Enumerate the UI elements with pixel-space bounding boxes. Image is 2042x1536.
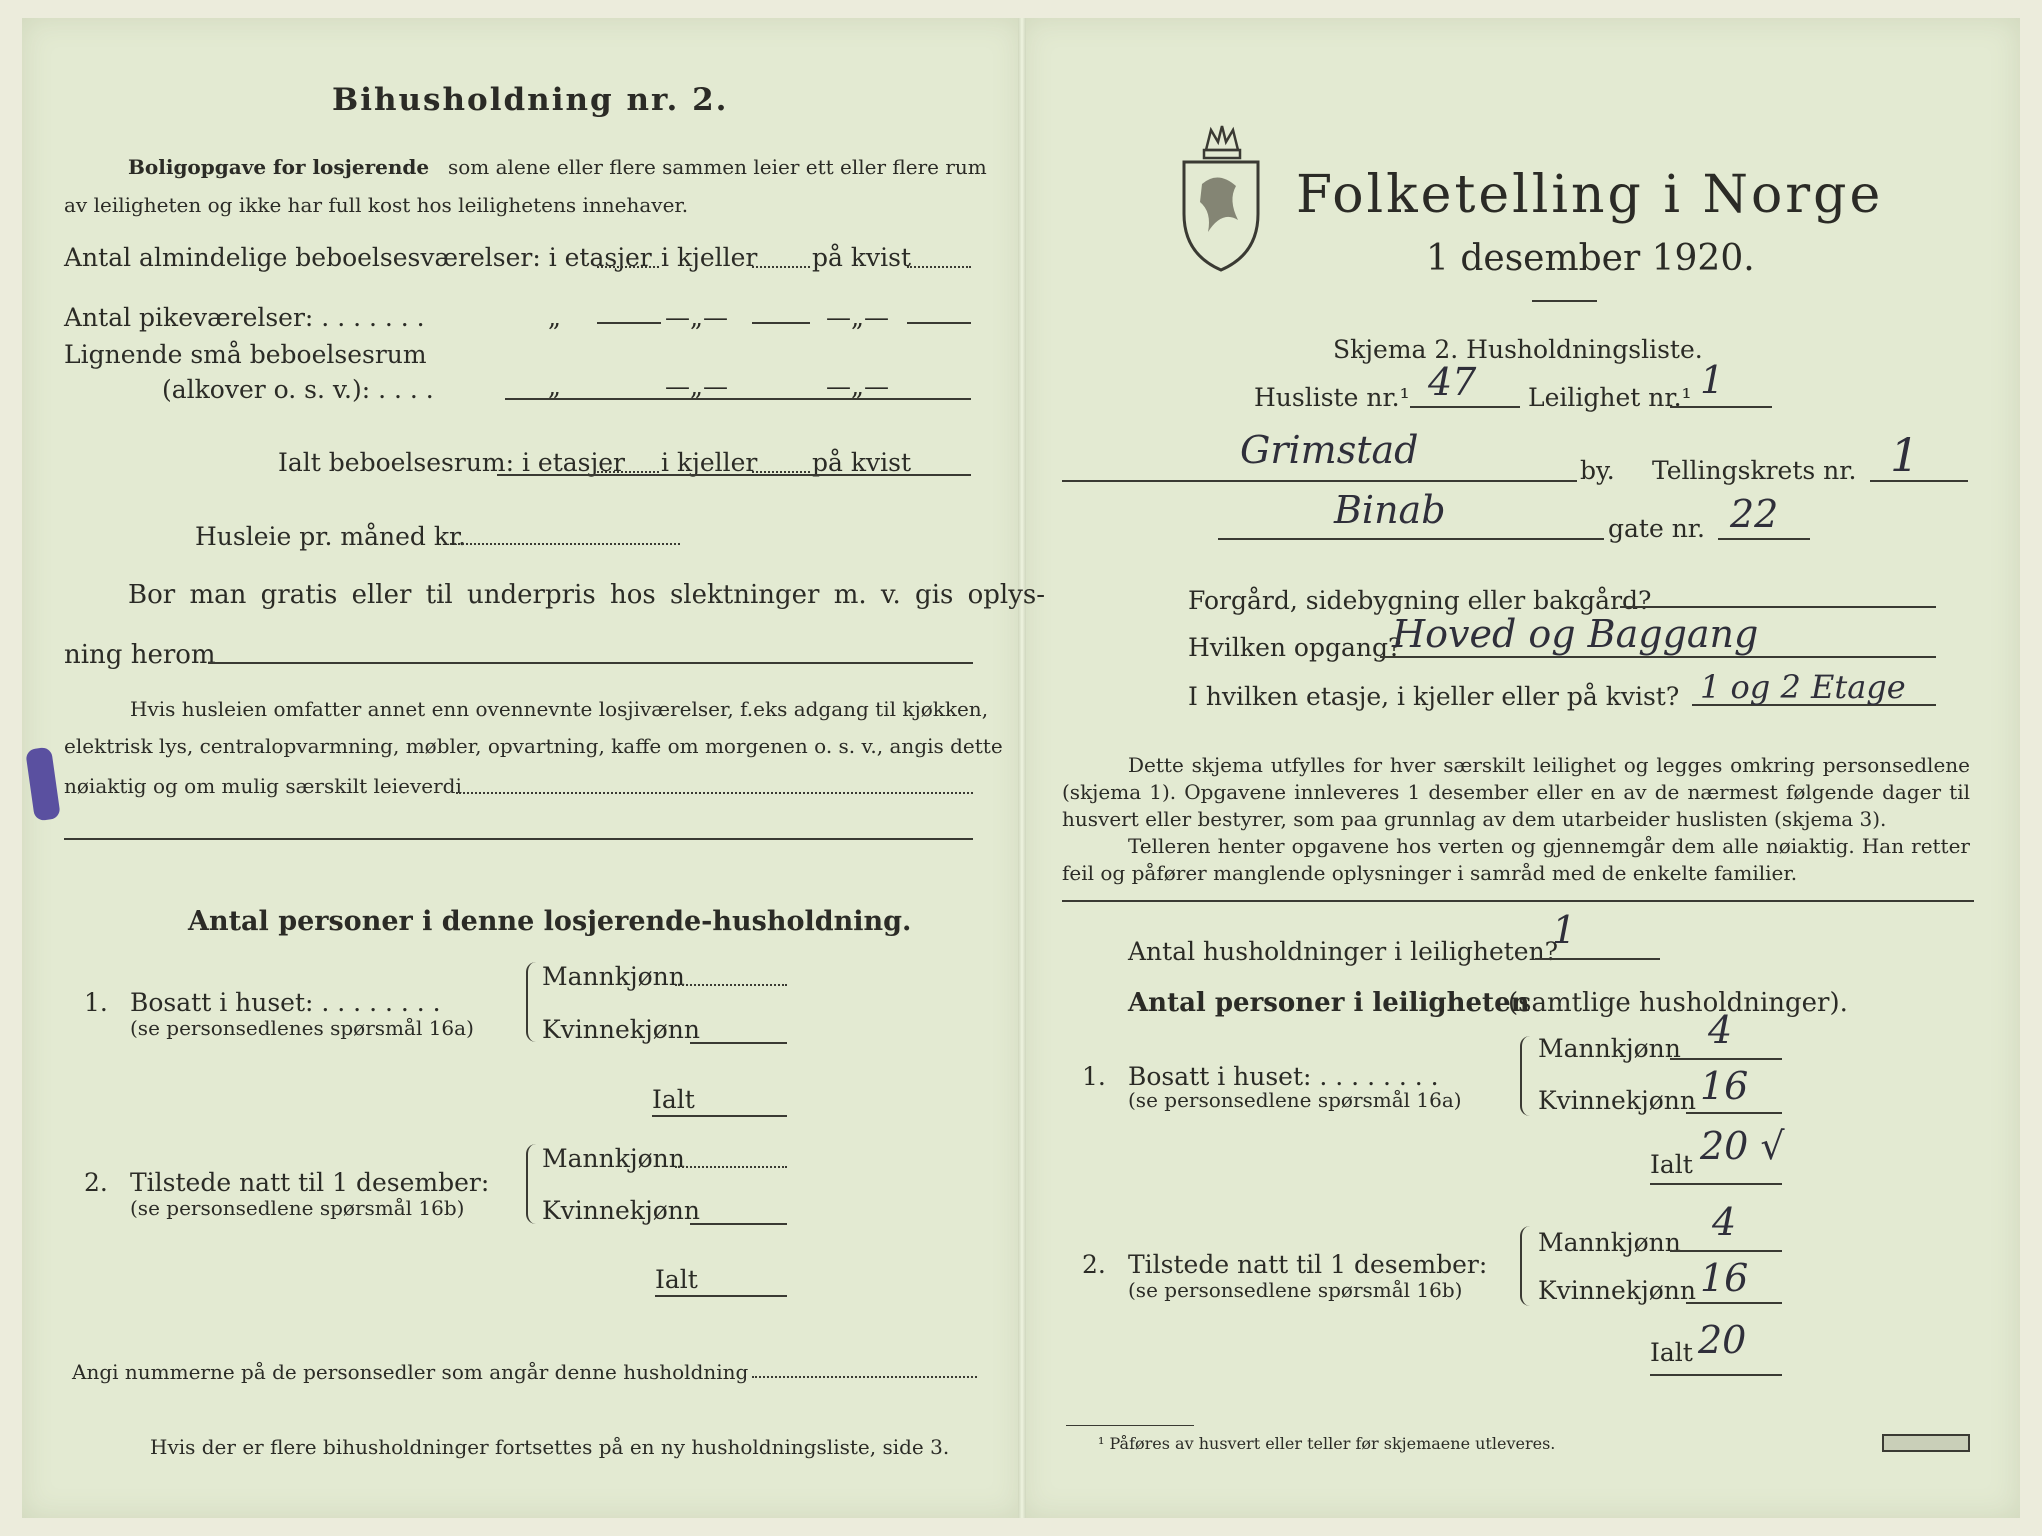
left-q1-num: 1. — [84, 988, 108, 1017]
footnote-rule — [1066, 1425, 1194, 1426]
page-fold — [1018, 18, 1026, 1518]
pike-ditto-2: —„— — [665, 303, 728, 332]
etasje-label: I hvilken etasje, i kjeller eller på kvist? — [1188, 682, 1680, 711]
right-q2-mann-value: 4 — [1712, 1200, 1737, 1244]
husliste-field[interactable] — [1410, 406, 1520, 408]
right-q1-mann-value: 4 — [1708, 1008, 1733, 1052]
ialt-underline — [497, 474, 971, 476]
leieverdi-field-2[interactable] — [64, 838, 973, 840]
forgard-label: Forgård, sidebygning eller bakgård? — [1188, 586, 1652, 615]
title-divider — [1532, 300, 1597, 302]
hush-label: Antal husholdninger i leiligheten? — [1128, 937, 1559, 966]
left-q2-kvinne-field[interactable] — [690, 1223, 787, 1225]
right-q2-label: Tilstede natt til 1 desember: — [1128, 1250, 1488, 1279]
right-q1-brace — [1520, 1036, 1534, 1116]
right-q1-ialt-field[interactable] — [1650, 1183, 1782, 1185]
right-q1-mann-field[interactable] — [1670, 1058, 1782, 1060]
left-q1-kvinne-field[interactable] — [690, 1042, 787, 1044]
right-q1-kvinne-value: 16 — [1700, 1064, 1749, 1108]
left-q1-kvinne-label: Kvinnekjønn — [542, 1015, 700, 1044]
left-q2-label: Tilstede natt til 1 desember: — [130, 1168, 490, 1197]
left-q1-label: Bosatt i huset: . . . . . . . . — [130, 988, 441, 1017]
rooms-kvist-label: på kvist — [812, 243, 911, 272]
persons-title-rest: (samtlige husholdninger). — [1508, 988, 1848, 1018]
right-q2-ialt-label: Ialt — [1650, 1338, 1693, 1367]
husleie-text-2: elektrisk lys, centralopvarmning, møbler, opvartning, kaffe om morgenen o. s. v., angis dette — [64, 734, 1003, 758]
instruction-1: Dette skjema utfylles for hver særskilt leilighet og legges omkring personsedlene (skjema 1). Opgavene innleveres 1 desember eller en av de nærmest følgende dager til husvert eller bestyrer, som paa grunnlag av dem utarbeider huslisten (skjema 3). — [1062, 753, 1970, 831]
husliste-value: 47 — [1428, 360, 1477, 404]
small-rooms-label-1: Lignende små beboelsesrum — [64, 340, 427, 369]
left-q2-brace — [526, 1144, 540, 1224]
right-q2-brace — [1520, 1226, 1534, 1306]
ialt-kvist-label: på kvist — [812, 448, 911, 477]
husliste-label: Husliste nr.¹ — [1254, 383, 1410, 412]
opgang-field[interactable] — [1380, 656, 1936, 658]
intro-line2: av leiligheten og ikke har full kost hos leilighetens innehaver. — [64, 193, 689, 217]
gate-label: gate nr. — [1608, 514, 1705, 543]
left-footer: Hvis der er flere bihusholdninger fortsettes på en ny husholdningsliste, side 3. — [150, 1435, 950, 1459]
right-q1-ialt-value: 20 √ — [1700, 1124, 1785, 1168]
leilighet-value: 1 — [1700, 358, 1725, 402]
hush-value: 1 — [1552, 908, 1577, 952]
instruction-2: Telleren henter opgavene hos verten og gjennemgår dem alle nøiaktig. Han retter feil og påfører manglende oplysninger i samråd med de enkelte familier. — [1062, 834, 1970, 885]
right-q2-kvinne-label: Kvinnekjønn — [1538, 1276, 1696, 1305]
forgard-field[interactable] — [1620, 606, 1936, 608]
right-q1-num: 1. — [1082, 1062, 1106, 1091]
gratis-line2: ning herom — [64, 640, 216, 670]
right-q2-kvinne-field[interactable] — [1686, 1302, 1782, 1304]
right-q2-num: 2. — [1082, 1250, 1106, 1279]
rooms-kjeller-field[interactable] — [752, 266, 810, 268]
small-rooms-underline — [505, 398, 971, 400]
hush-field[interactable] — [1535, 958, 1660, 960]
husleie-text-3: nøiaktig og om mulig særskilt leieverdi — [64, 774, 462, 798]
etasje-value: 1 og 2 Etage — [1700, 668, 1906, 706]
tellingskrets-label: Tellingskrets nr. — [1652, 456, 1857, 485]
left-q1-mann-field[interactable] — [675, 984, 787, 986]
gate-nr-value: 22 — [1730, 492, 1779, 536]
right-q1-sub: (se personsedlene spørsmål 16a) — [1128, 1088, 1462, 1112]
left-q1-sub: (se personsedlenes spørsmål 16a) — [130, 1016, 474, 1040]
leilighet-field[interactable] — [1670, 406, 1772, 408]
right-q2-kvinne-value: 16 — [1700, 1256, 1749, 1300]
angi-label: Angi nummerne på de personsedler som angår denne husholdning — [72, 1360, 749, 1384]
persons-title-left: Antal personer i denne losjerende-husholdning. — [188, 906, 912, 937]
left-q2-sub: (se personsedlene spørsmål 16b) — [130, 1196, 465, 1220]
section-divider — [1062, 900, 1974, 902]
rent-field[interactable] — [450, 543, 680, 545]
left-q2-kvinne-label: Kvinnekjønn — [542, 1196, 700, 1225]
right-q1-kvinne-label: Kvinnekjønn — [1538, 1086, 1696, 1115]
left-q2-ialt-field[interactable] — [655, 1295, 787, 1297]
gratis-field[interactable] — [208, 662, 973, 664]
rent-label: Husleie pr. måned kr. — [195, 522, 467, 551]
small-ditto-3: —„— — [826, 372, 889, 401]
left-q2-ialt-label: Ialt — [655, 1265, 698, 1294]
husleie-text-1: Hvis husleien omfatter annet enn ovennevnte losjiværelser, f.eks adgang til kjøkken, — [130, 697, 989, 721]
ialt-rooms-label: Ialt beboelsesrum: i etasjer — [278, 448, 626, 477]
ialt-etasjer-field[interactable] — [597, 471, 659, 473]
by-label: by. — [1580, 456, 1615, 485]
census-date: 1 desember 1920. — [1426, 238, 1755, 279]
footnote: ¹ Påføres av husvert eller teller før skjemaene utleveres. — [1098, 1434, 1556, 1453]
by-value: Grimstad — [1240, 428, 1419, 472]
gate-value: Binab — [1334, 488, 1446, 532]
persons-title-right: Antal personer i leiligheten — [1128, 988, 1530, 1018]
right-q1-label: Bosatt i huset: . . . . . . . . — [1128, 1062, 1439, 1091]
rooms-kvist-field[interactable] — [907, 266, 971, 268]
leilighet-label: Leilighet nr.¹ — [1528, 383, 1692, 412]
right-q2-ialt-value: 20 — [1698, 1318, 1747, 1362]
leieverdi-field[interactable] — [456, 792, 973, 794]
left-q2-mann-label: Mannkjønn — [542, 1144, 685, 1173]
left-q1-ialt-field[interactable] — [652, 1115, 787, 1117]
pike-ditto-3: —„— — [826, 303, 889, 332]
coat-of-arms-icon — [1178, 122, 1264, 274]
small-ditto-2: —„— — [665, 372, 728, 401]
ialt-kjeller-label: i kjeller — [661, 448, 758, 477]
right-q1-ialt-label: Ialt — [1650, 1150, 1693, 1179]
bihusholdning-title: Bihusholdning nr. 2. — [332, 82, 729, 118]
rooms-etasjer-field[interactable] — [597, 266, 659, 268]
pike-label: Antal pikeværelser: . . . . . . . — [64, 303, 425, 332]
pike-etasjer-field[interactable] — [597, 322, 661, 324]
gratis-line1: Bor man gratis eller til underpris hos slektninger m. v. gis oplys- — [128, 580, 1046, 610]
gate-nr-field[interactable] — [1718, 538, 1810, 540]
intro-rest: som alene eller flere sammen leier ett eller flere rum — [448, 155, 987, 179]
intro-bold: Boligopgave for losjerende — [128, 155, 430, 179]
right-q1-mann-label: Mannkjønn — [1538, 1034, 1681, 1063]
left-q1-mann-label: Mannkjønn — [542, 962, 685, 991]
angi-field[interactable] — [752, 1376, 977, 1378]
ialt-kjeller-field[interactable] — [752, 471, 810, 473]
folketelling-title: Folketelling i Norge — [1296, 165, 1884, 225]
right-q2-mann-field[interactable] — [1670, 1250, 1782, 1252]
tellingskrets-value: 1 — [1890, 428, 1920, 482]
left-q2-mann-field[interactable] — [675, 1166, 787, 1168]
rooms-label: Antal almindelige beboelsesværelser: i etasjer — [64, 243, 652, 272]
pike-kvist-field[interactable] — [907, 322, 971, 324]
skjema-label: Skjema 2. Husholdningsliste. — [1333, 335, 1703, 364]
left-q1-brace — [526, 962, 540, 1042]
left-q1-ialt-label: Ialt — [652, 1085, 695, 1114]
small-rooms-label-2: (alkover o. s. v.): . . . . — [162, 375, 434, 404]
rooms-kjeller-label: i kjeller — [661, 243, 758, 272]
gate-field[interactable] — [1218, 538, 1604, 540]
right-q2-mann-label: Mannkjønn — [1538, 1228, 1681, 1257]
right-q2-sub: (se personsedlene spørsmål 16b) — [1128, 1278, 1463, 1302]
right-q2-ialt-field[interactable] — [1650, 1374, 1782, 1376]
small-ditto-1: „ — [548, 372, 561, 401]
opgang-label: Hvilken opgang? — [1188, 633, 1402, 662]
printer-stamp — [1882, 1434, 1970, 1452]
left-q2-num: 2. — [84, 1168, 108, 1197]
right-q1-kvinne-field[interactable] — [1686, 1112, 1782, 1114]
pike-ditto-1: „ — [548, 303, 561, 332]
opgang-value: Hoved og Baggang — [1392, 612, 1759, 656]
pike-kjeller-field[interactable] — [752, 322, 810, 324]
by-field[interactable] — [1062, 480, 1577, 482]
